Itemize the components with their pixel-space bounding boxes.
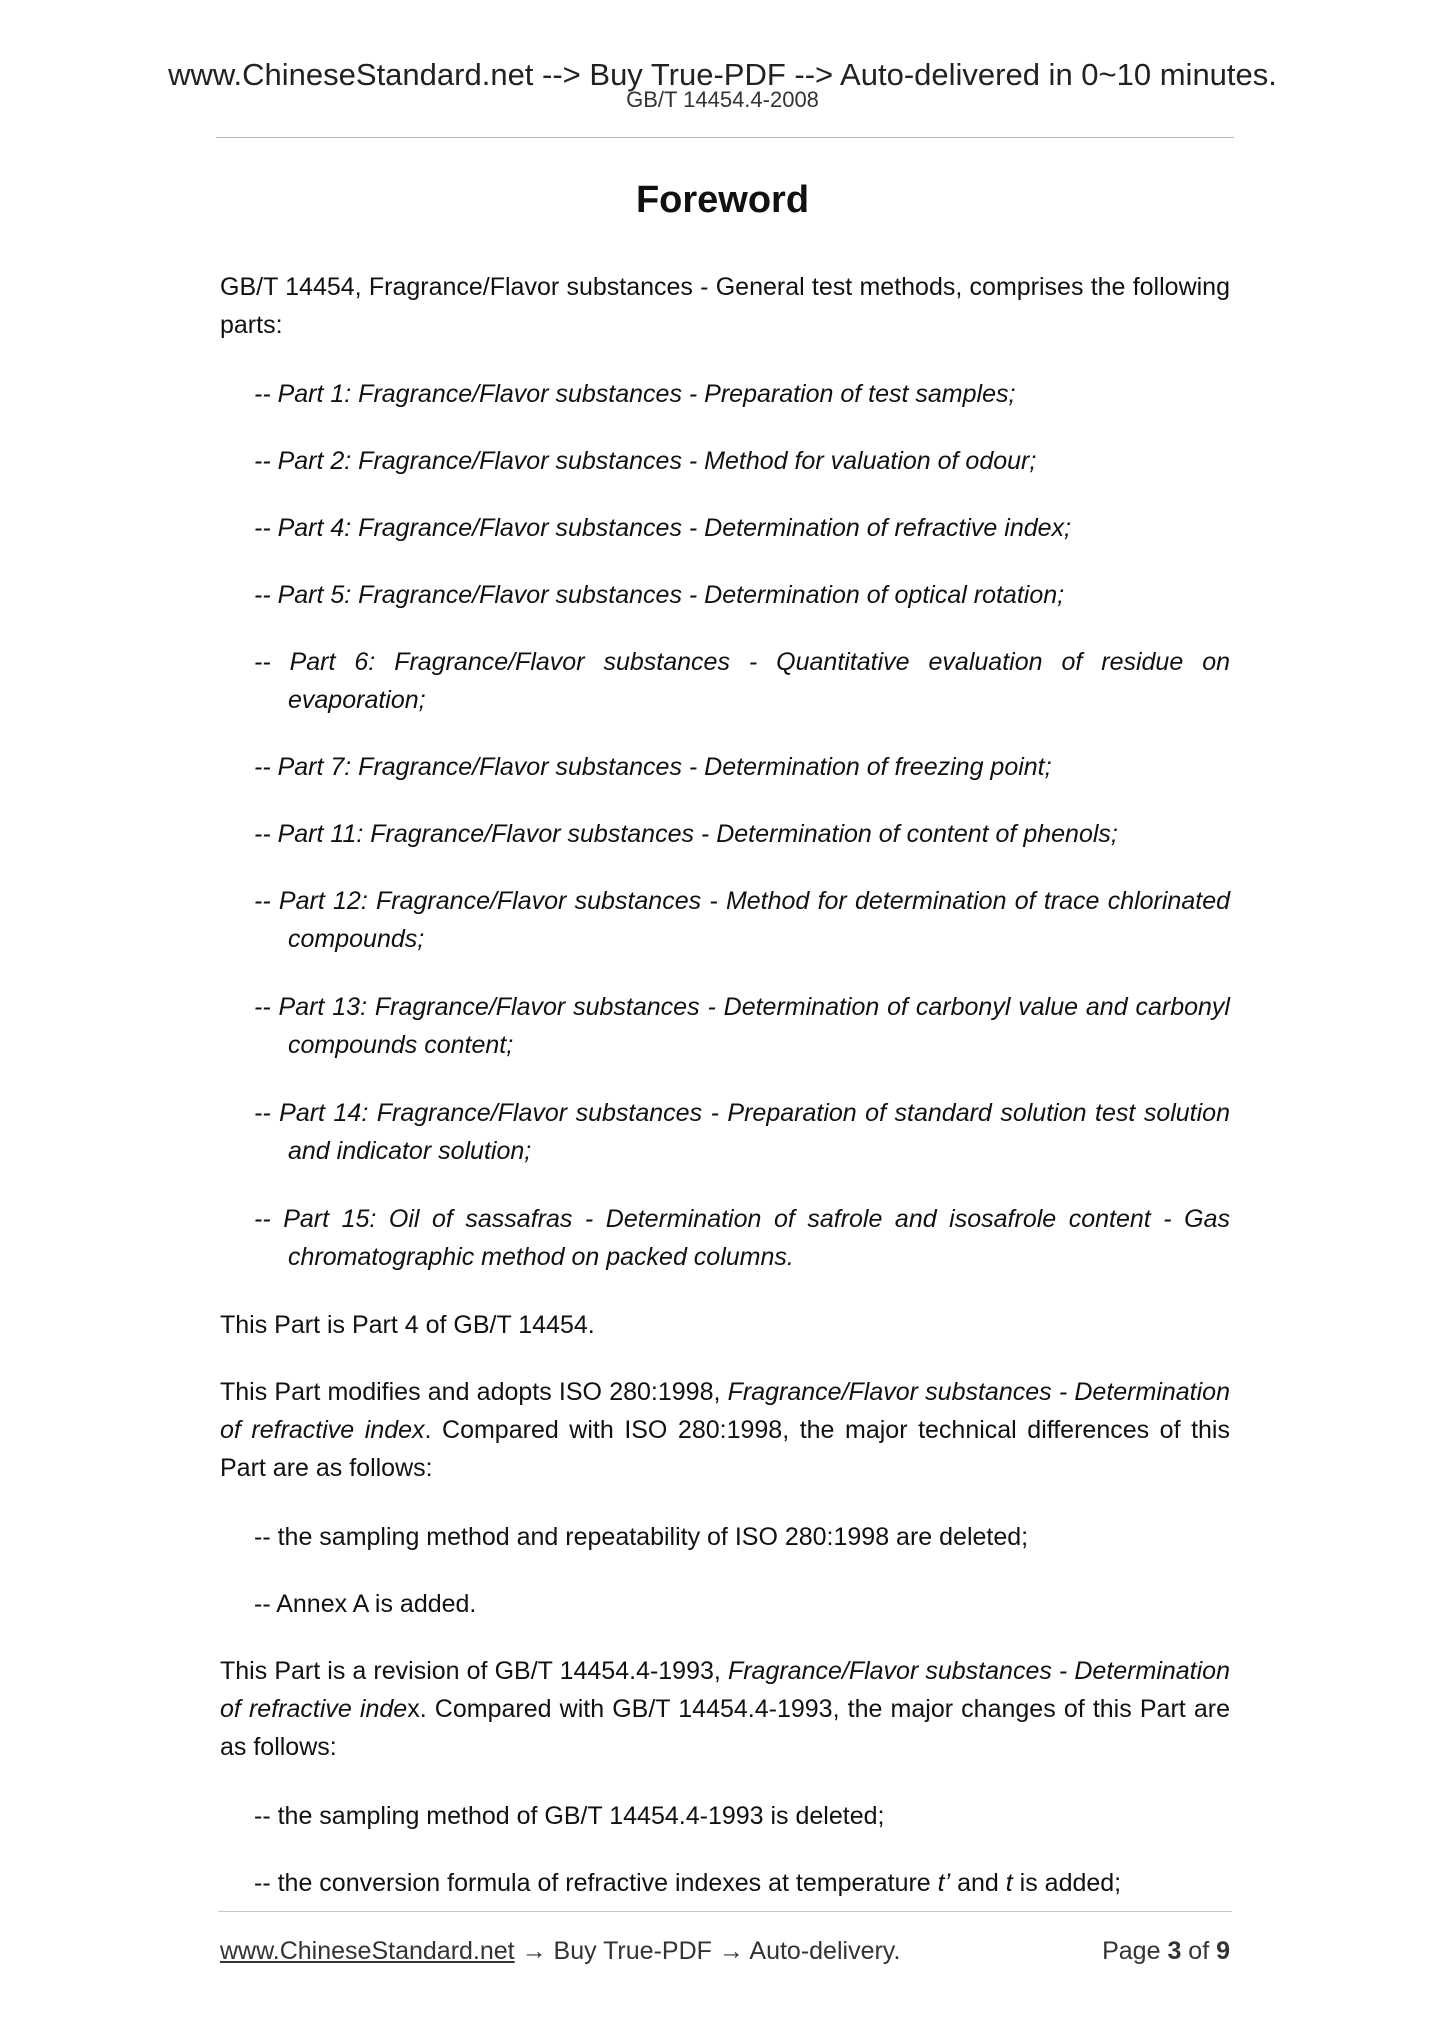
part-list-item: -- Part 2: Fragrance/Flavor substances - Method for valuation of odour; [254, 447, 1037, 475]
page-title: Foreword [635, 179, 810, 221]
page-prefix: Page [1102, 1937, 1168, 1965]
revision-paragraph-lead: This Part is a revision of GB/T 14454.4-1993, [220, 1657, 728, 1685]
revision-paragraph-tail: x. Compared with GB/T 14454.4-1993, the major changes of this Part are as follows: [220, 1695, 1230, 1761]
iso-paragraph-lead: This Part modifies and adopts ISO 280:1998, [220, 1378, 728, 1406]
page-indicator [1102, 1936, 1230, 1966]
footer-site-link[interactable]: www.ChineseStandard.net [220, 1937, 515, 1965]
revision-change-lead: -- the conversion formula of refractive indexes at temperature [254, 1869, 938, 1897]
part-list-item: -- Part 12: Fragrance/Flavor substances - Method for determination of trace chlorinated compounds; [254, 887, 1230, 953]
part-list-item: -- Part 7: Fragrance/Flavor substances - Determination of freezing point; [254, 753, 1052, 781]
variable-t: t [1005, 1869, 1013, 1897]
part-list-item: -- Part 13: Fragrance/Flavor substances - Determination of carbonyl value and carbonyl compounds content; [254, 993, 1230, 1059]
revision-change-tail: is added; [1012, 1869, 1122, 1897]
revision-change-mid: and [950, 1869, 1006, 1897]
part-list-item: -- Part 1: Fragrance/Flavor substances - Preparation of test samples; [254, 380, 1016, 408]
header-banner: www.ChineseStandard.net --> Buy True-PDF --> Auto-delivered in 0~10 minutes. [168, 57, 1277, 92]
iso-paragraph-title: Fragrance/Flavor substances - Determination of refractive index [220, 1378, 1230, 1444]
part-list-item: -- Part 5: Fragrance/Flavor substances - Determination of optical rotation; [254, 581, 1065, 609]
part-list-item: -- Part 11: Fragrance/Flavor substances - Determination of content of phenols; [254, 820, 1118, 848]
part-list-item: -- Part 4: Fragrance/Flavor substances - Determination of refractive index; [254, 514, 1071, 542]
iso-difference-item: -- Annex A is added. [254, 1590, 477, 1618]
intro-paragraph: GB/T 14454, Fragrance/Flavor substances - General test methods, comprises the following parts: [220, 273, 1230, 339]
page-current: 3 [1167, 1937, 1182, 1965]
revision-paragraph [220, 1652, 1230, 1766]
iso-paragraph [220, 1373, 1230, 1487]
variable-t-prime: t’ [937, 1869, 951, 1897]
standard-code: GB/T 14454.4-2008 [626, 87, 819, 112]
part-statement: This Part is Part 4 of GB/T 14454. [220, 1311, 595, 1339]
footer-divider [218, 1911, 1232, 1912]
page-total: 9 [1216, 1937, 1230, 1965]
page-footer [220, 1936, 1230, 1966]
page-of: of [1181, 1937, 1217, 1965]
footer-text: → Buy True-PDF → Auto-delivery. [514, 1937, 901, 1965]
part-list-item: -- Part 14: Fragrance/Flavor substances - Preparation of standard solution test solution and indicator solution; [254, 1099, 1230, 1165]
iso-difference-item: -- the sampling method and repeatability of ISO 280:1998 are deleted; [254, 1523, 1029, 1551]
part-list-item: -- Part 6: Fragrance/Flavor substances - Quantitative evaluation of residue on evaporation; [254, 648, 1230, 714]
revision-change-item: -- the sampling method of GB/T 14454.4-1993 is deleted; [254, 1802, 885, 1830]
header-divider [216, 137, 1234, 138]
iso-paragraph-tail: . Compared with ISO 280:1998, the major technical differences of this Part are as follows: [220, 1416, 1230, 1482]
revision-change-item [254, 1864, 1230, 1902]
revision-paragraph-title: Fragrance/Flavor substances - Determination of refractive inde [220, 1657, 1230, 1723]
part-list-item: -- Part 15: Oil of sassafras - Determination of safrole and isosafrole content - Gas chromatographic method on packed columns. [254, 1205, 1230, 1271]
